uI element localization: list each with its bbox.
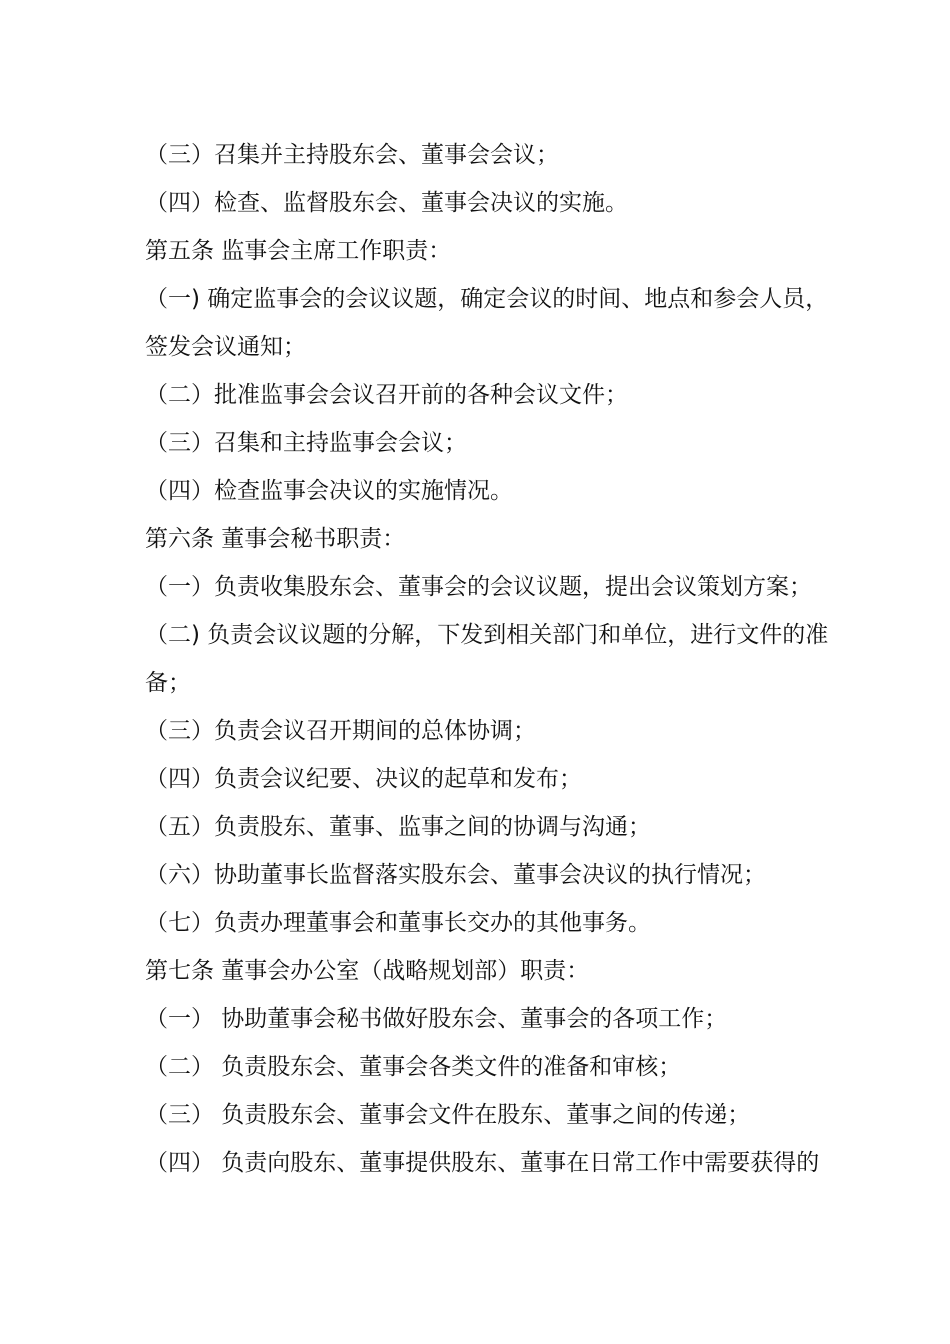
text-line: （四）检查监事会决议的实施情况。 [145,478,513,504]
text-line: （二） 负责股东会、董事会各类文件的准备和审核； [145,1054,682,1080]
article-heading: 第七条 董事会办公室（战略规划部）职责： [145,958,590,984]
article-heading: 第六条 董事会秘书职责： [145,526,406,552]
text-line: （一) 确定监事会的会议议题，确定会议的时间、地点和参会人员， [145,286,829,312]
text-line: （三）召集和主持监事会会议； [145,430,467,456]
text-line: （六）协助董事长监督落实股东会、董事会决议的执行情况； [145,862,766,888]
text-line: （三） 负责股东会、董事会文件在股东、董事之间的传递； [145,1102,751,1128]
text-line: （三）召集并主持股东会、董事会会议； [145,142,559,168]
text-line: （七）负责办理董事会和董事长交办的其他事务。 [145,910,651,936]
text-line: （四）负责会议纪要、决议的起草和发布； [145,766,582,792]
text-line: 备； [145,670,191,696]
text-line: （三）负责会议召开期间的总体协调； [145,718,536,744]
text-line: （一） 协助董事会秘书做好股东会、董事会的各项工作； [145,1006,728,1032]
text-line: （二) 负责会议议题的分解，下发到相关部门和单位，进行文件的准 [145,622,829,648]
article-heading: 第五条 监事会主席工作职责： [145,238,452,264]
text-line: （五）负责股东、董事、监事之间的协调与沟通； [145,814,651,840]
text-line: （四）检查、监督股东会、董事会决议的实施。 [145,190,628,216]
text-line: （一）负责收集股东会、董事会的会议议题，提出会议策划方案； [145,574,812,600]
text-line: （四） 负责向股东、董事提供股东、董事在日常工作中需要获得的 [145,1150,820,1176]
text-line: （二）批准监事会会议召开前的各种会议文件； [145,382,628,408]
text-line: 签发会议通知； [145,334,306,360]
